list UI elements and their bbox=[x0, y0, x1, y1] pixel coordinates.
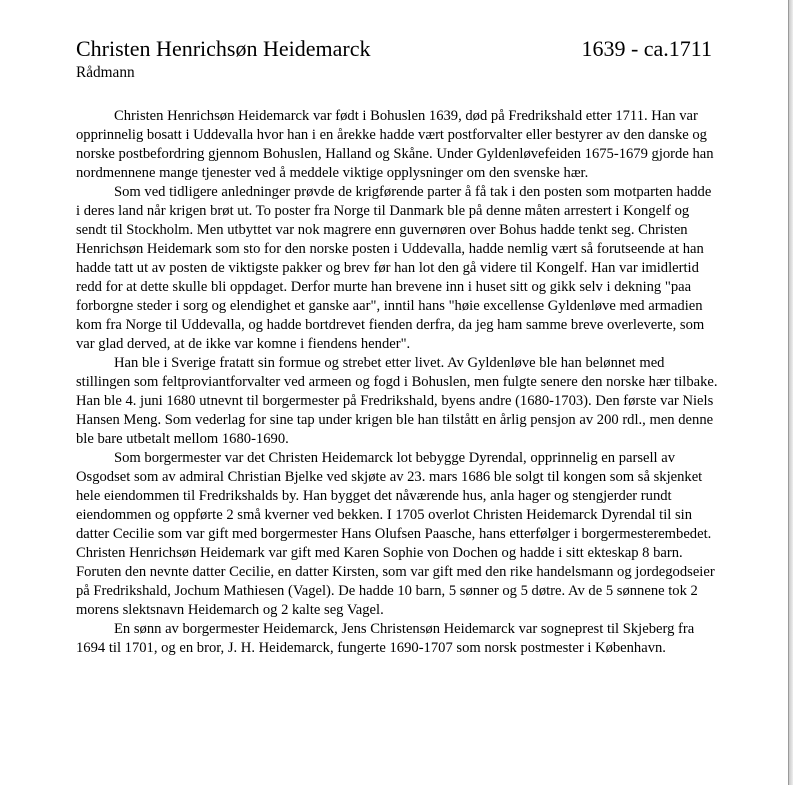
paragraph: En sønn av borgermester Heidemarck, Jens Christensøn Heidemarck var sogneprest til Skjeberg fra 1694 til 1701, og en bror, J. H. Heidemarck, fungerte 1690-1707 som norsk postmester i København. bbox=[76, 621, 695, 656]
life-dates: 1639 - ca.1711 bbox=[581, 36, 712, 61]
paragraph: Som ved tidligere anledninger prøvde de krigførende parter å få tak i den posten som motparten hadde i deres land når krigen brøt ut. To poster fra Norge til Danmark ble på denne måten arrestert i Kongelf og sendt til Stockholm. Men utbyttet var nok magrere enn guvernøren over Bohus hadde tenkt seg. Christen Henrichsøn Heidemark som sto for den norske posten i Uddevalla, hadde nemlig vært så forutseende at han hadde tatt ut av posten de viktigste pakker og brev før han lot den gå videre til Kongelf. Han var imidlertid redd for at dette skulle bli oppdaget. Derfor murte han brevene inn i huset sitt og gikk selv i dekning "paa forborgne steder i sorg og elendighet et ganske aar", inntil hans "høie excellense Gyldenløve med armadien kom fra Norge til Uddevalla, og hadde bortdrevet fienden derfra, da jeg ham samme breve overleverte, som var glad derved, at de ikke var komne i fiendens hender". bbox=[76, 184, 712, 352]
paragraph: Som borgermester var det Christen Heidemarck lot bebygge Dyrendal, opprinnelig en parsell av Osgodset som av admiral Christian Bjelke ved skjøte av 23. mars 1686 ble solgt til kongen som så skjenket hele eiendommen til Fredrikshalds by. Han bygget det nåværende hus, anla hager og stengjerder rundt eiendommen og oppførte 2 små kverner ved bekken. I 1705 overlot Christen Heidemarck Dyrendal til sin datter Cecilie som var gift med borgermester Hans Olufsen Paasche, hans etterfølger i borgermesterembedet. Christen Henrichsøn Heidemark var gift med Karen Sophie von Dochen og hadde i sitt ekteskap 8 barn. Foruten den nevnte datter Cecilie, en datter Kirsten, som var gift med den rike handelsmann og jordegodseier på Fredrikshald, Jochum Mathiesen (Vagel). De hadde 10 barn, 5 sønner og 5 døtre. Av de 5 sønnene tok 2 morens slektsnavn Heidemarch og 2 kalte seg Vagel. bbox=[76, 450, 715, 618]
person-name: Christen Henrichsøn Heidemarck bbox=[76, 36, 371, 61]
paragraph: Christen Henrichsøn Heidemarck var født i Bohuslen 1639, død på Fredrikshald etter 1711. Han var opprinnelig bosatt i Uddevalla hvor han i en årekke hadde vært postforvalter eller bestyrer av den danske og norske postbefordring gjennom Bohuslen, Halland og Skåne. Under Gyldenløvefeiden 1675-1679 gjorde han nordmennene mange tjenester ved å meddele viktige opplysninger om den svenske hær. bbox=[76, 108, 714, 181]
document-header bbox=[76, 36, 712, 66]
page-edge-shadow bbox=[789, 0, 793, 785]
paragraph: Han ble i Sverige fratatt sin formue og strebet etter livet. Av Gyldenløve ble han belønnet med stillingen som feltproviantforvalter ved armeen og fogd i Bohuslen, men fulgte senere den norske hær tilbake. Han ble 4. juni 1680 utnevnt til borgermester på Fredrikshald, byens andre (1680-1703). Den første var Niels Hansen Meng. Som vederlag for sine tap under krigen ble han tilstått en årlig pensjon av 200 rdl., men denne ble bare utbetalt mellom 1680-1690. bbox=[76, 355, 718, 447]
biography-text bbox=[76, 107, 718, 658]
person-title: Rådmann bbox=[76, 64, 135, 81]
